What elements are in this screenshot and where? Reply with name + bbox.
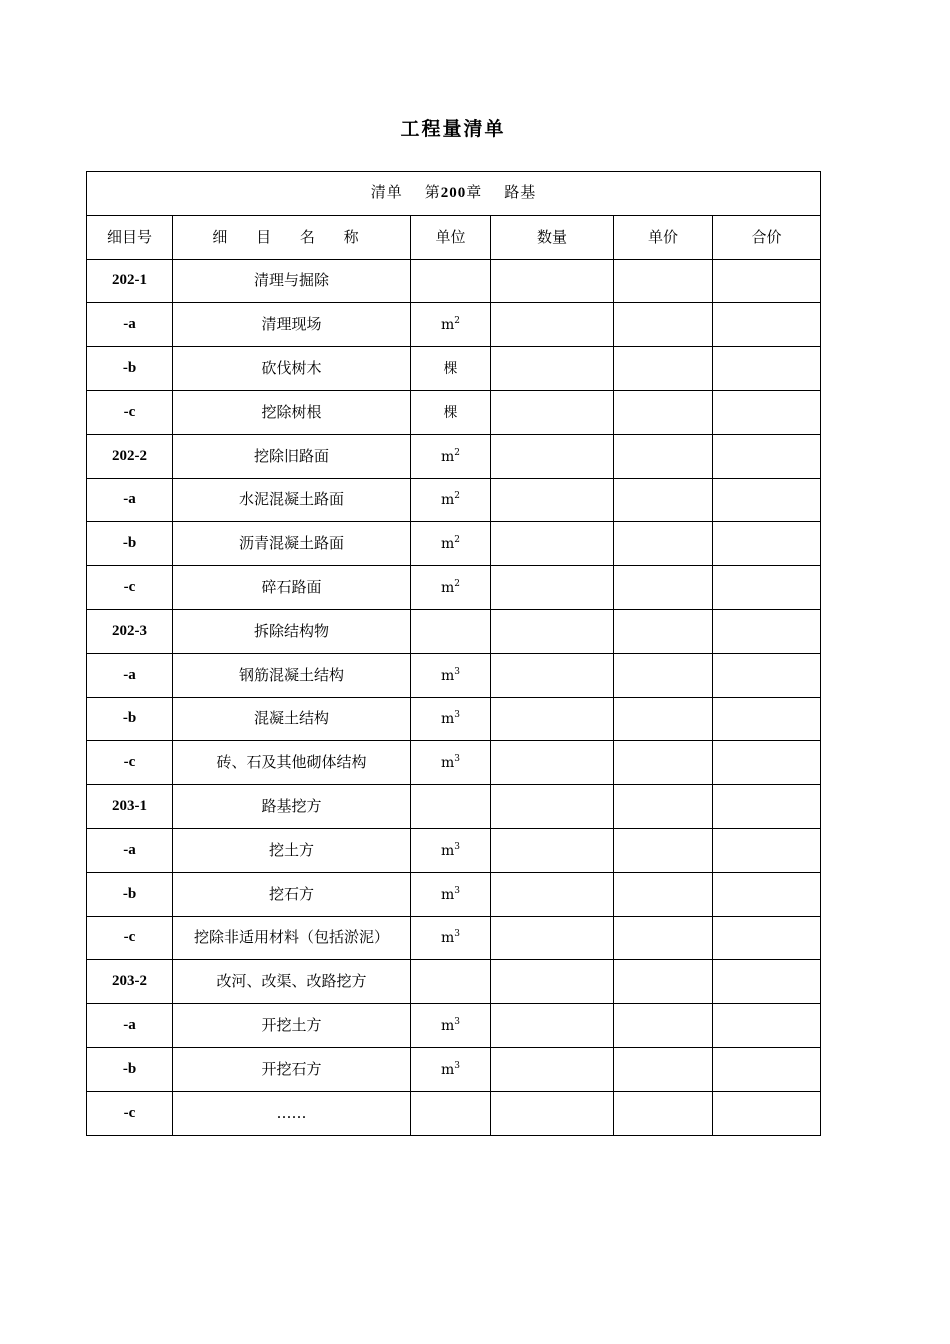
item-unit-price[interactable]: [614, 303, 713, 347]
item-unit: [411, 1091, 491, 1135]
item-name: 水泥混凝土路面: [173, 478, 411, 522]
item-unit: [411, 390, 491, 434]
item-quantity[interactable]: [491, 390, 614, 434]
item-unit-price[interactable]: [614, 741, 713, 785]
table-row: [87, 303, 821, 347]
unit-exponent: 3: [454, 1017, 460, 1028]
page-title: 工程量清单: [400, 118, 506, 140]
item-unit-price[interactable]: [614, 347, 713, 391]
unit-exponent: 3: [454, 929, 460, 940]
item-code: -c: [87, 741, 173, 785]
unit-base: m: [440, 317, 455, 334]
table-row: [87, 522, 821, 566]
table-row: [87, 697, 821, 741]
item-unit: [411, 347, 491, 391]
item-total[interactable]: [713, 347, 821, 391]
item-unit: [411, 259, 491, 303]
item-name: 沥青混凝土路面: [173, 522, 411, 566]
item-name: 拆除结构物: [173, 609, 411, 653]
table-row: [87, 347, 821, 391]
unit-exponent: 2: [454, 447, 460, 458]
item-unit-price[interactable]: [614, 960, 713, 1004]
item-unit-price[interactable]: [614, 1047, 713, 1091]
item-total[interactable]: [713, 697, 821, 741]
item-name: 挖除树根: [173, 390, 411, 434]
item-quantity[interactable]: [491, 741, 614, 785]
table-row: [87, 872, 821, 916]
header-total: 合价: [713, 215, 821, 259]
item-quantity[interactable]: [491, 259, 614, 303]
table-row: [87, 653, 821, 697]
item-total[interactable]: [713, 741, 821, 785]
unit-base: m: [440, 667, 455, 684]
unit-base: m: [440, 755, 455, 772]
item-total[interactable]: [713, 609, 821, 653]
item-name: 清理现场: [173, 303, 411, 347]
unit-base: m: [440, 448, 455, 465]
unit-base: 棵: [443, 361, 458, 378]
item-name: 挖石方: [173, 872, 411, 916]
item-code: -c: [87, 1091, 173, 1135]
item-unit-price[interactable]: [614, 872, 713, 916]
item-unit-price[interactable]: [614, 478, 713, 522]
item-code: -c: [87, 916, 173, 960]
item-quantity[interactable]: [491, 303, 614, 347]
unit-exponent: 3: [454, 841, 460, 852]
unit-base: m: [440, 930, 455, 947]
item-quantity[interactable]: [491, 960, 614, 1004]
item-unit-price[interactable]: [614, 828, 713, 872]
item-name: 清理与掘除: [173, 259, 411, 303]
item-total[interactable]: [713, 653, 821, 697]
item-total[interactable]: [713, 872, 821, 916]
item-unit: [411, 303, 491, 347]
item-quantity[interactable]: [491, 916, 614, 960]
item-quantity[interactable]: [491, 1091, 614, 1135]
item-code: -b: [87, 522, 173, 566]
header-unit-price: 单价: [614, 215, 713, 259]
item-quantity[interactable]: [491, 1047, 614, 1091]
item-total[interactable]: [713, 434, 821, 478]
item-code: -a: [87, 1004, 173, 1048]
item-code: -c: [87, 566, 173, 610]
item-code: -a: [87, 653, 173, 697]
item-total[interactable]: [713, 960, 821, 1004]
item-unit-price[interactable]: [614, 653, 713, 697]
unit-base: m: [440, 580, 455, 597]
item-total[interactable]: [713, 828, 821, 872]
item-unit: [411, 697, 491, 741]
item-code: -b: [87, 1047, 173, 1091]
bill-of-quantities-table: [86, 171, 821, 1136]
item-unit-price[interactable]: [614, 259, 713, 303]
header-row: [87, 215, 821, 259]
item-unit: [411, 785, 491, 829]
item-name: 碎石路面: [173, 566, 411, 610]
item-unit: [411, 1047, 491, 1091]
item-unit: [411, 478, 491, 522]
table-row: [87, 960, 821, 1004]
item-quantity[interactable]: [491, 434, 614, 478]
table-row: [87, 1047, 821, 1091]
unit-exponent: 3: [454, 1060, 460, 1071]
item-quantity[interactable]: [491, 1004, 614, 1048]
item-name: 挖除旧路面: [173, 434, 411, 478]
item-quantity[interactable]: [491, 566, 614, 610]
unit-exponent: 2: [454, 316, 460, 327]
unit-exponent: 3: [454, 885, 460, 896]
item-name: 混凝土结构: [173, 697, 411, 741]
unit-exponent: 3: [454, 710, 460, 721]
item-quantity[interactable]: [491, 697, 614, 741]
item-unit-price[interactable]: [614, 697, 713, 741]
unit-exponent: 3: [454, 666, 460, 677]
item-total[interactable]: [713, 916, 821, 960]
item-quantity[interactable]: [491, 522, 614, 566]
item-unit: [411, 434, 491, 478]
item-total[interactable]: [713, 566, 821, 610]
unit-base: 棵: [443, 404, 458, 421]
table-row: [87, 609, 821, 653]
chapter-suffix: 章: [466, 183, 483, 202]
item-total[interactable]: [713, 478, 821, 522]
item-name: 挖土方: [173, 828, 411, 872]
unit-exponent: 2: [454, 579, 460, 590]
chapter-prefix: 第: [424, 183, 441, 202]
item-code: -a: [87, 478, 173, 522]
header-name: 细 目 名 称: [173, 215, 411, 259]
item-unit-price[interactable]: [614, 522, 713, 566]
item-quantity[interactable]: [491, 478, 614, 522]
item-quantity[interactable]: [491, 653, 614, 697]
table-row: [87, 828, 821, 872]
item-unit: [411, 916, 491, 960]
item-unit: [411, 566, 491, 610]
item-code: -a: [87, 828, 173, 872]
item-total[interactable]: [713, 1091, 821, 1135]
section-row: [87, 172, 821, 216]
item-unit-price[interactable]: [614, 434, 713, 478]
item-unit: [411, 960, 491, 1004]
header-quantity: 数量: [491, 215, 614, 259]
item-name: 钢筋混凝土结构: [173, 653, 411, 697]
item-unit-price[interactable]: [614, 390, 713, 434]
item-unit-price[interactable]: [614, 785, 713, 829]
item-quantity[interactable]: [491, 872, 614, 916]
unit-base: m: [440, 886, 455, 903]
item-total[interactable]: [713, 522, 821, 566]
item-quantity[interactable]: [491, 609, 614, 653]
chapter-number: 200: [440, 185, 467, 202]
section-header: [87, 172, 821, 216]
item-unit: [411, 522, 491, 566]
item-name: 挖除非适用材料（包括淤泥）: [173, 916, 411, 960]
item-unit: [411, 872, 491, 916]
item-name: ……: [173, 1091, 411, 1135]
item-unit-price[interactable]: [614, 1004, 713, 1048]
header-unit: 单位: [411, 215, 491, 259]
table-row: [87, 434, 821, 478]
item-total[interactable]: [713, 1004, 821, 1048]
section-label: 清单: [370, 183, 403, 202]
item-quantity[interactable]: [491, 347, 614, 391]
table-row: [87, 1091, 821, 1135]
table-row: [87, 478, 821, 522]
table-row: [87, 390, 821, 434]
table-row: [87, 916, 821, 960]
table-row: [87, 566, 821, 610]
item-unit: [411, 609, 491, 653]
item-quantity[interactable]: [491, 785, 614, 829]
item-unit-price[interactable]: [614, 566, 713, 610]
item-code: 202-3: [87, 609, 173, 653]
item-code: 202-2: [87, 434, 173, 478]
item-unit: [411, 1004, 491, 1048]
item-total[interactable]: [713, 259, 821, 303]
item-code: -b: [87, 872, 173, 916]
item-total[interactable]: [713, 303, 821, 347]
item-name: 开挖土方: [173, 1004, 411, 1048]
item-code: -b: [87, 697, 173, 741]
item-code: -c: [87, 390, 173, 434]
item-name: 砍伐树木: [173, 347, 411, 391]
header-code: 细目号: [87, 215, 173, 259]
item-quantity[interactable]: [491, 828, 614, 872]
unit-base: m: [440, 842, 455, 859]
unit-base: m: [440, 536, 455, 553]
item-total[interactable]: [713, 785, 821, 829]
item-name: 路基挖方: [173, 785, 411, 829]
item-unit-price[interactable]: [614, 916, 713, 960]
unit-base: m: [440, 1061, 455, 1078]
item-code: 203-1: [87, 785, 173, 829]
table-row: [87, 741, 821, 785]
item-total[interactable]: [713, 390, 821, 434]
unit-base: m: [440, 1018, 455, 1035]
item-code: 203-2: [87, 960, 173, 1004]
table-row: [87, 259, 821, 303]
unit-exponent: 3: [454, 754, 460, 765]
unit-exponent: 2: [454, 535, 460, 546]
item-unit-price[interactable]: [614, 609, 713, 653]
unit-exponent: 2: [454, 491, 460, 502]
table-row: [87, 785, 821, 829]
table-row: [87, 1004, 821, 1048]
item-unit: [411, 741, 491, 785]
item-unit-price[interactable]: [614, 1091, 713, 1135]
item-code: 202-1: [87, 259, 173, 303]
section-name: 路基: [504, 183, 537, 202]
item-unit: [411, 828, 491, 872]
item-name: 砖、石及其他砌体结构: [173, 741, 411, 785]
unit-base: m: [440, 711, 455, 728]
item-unit: [411, 653, 491, 697]
item-total[interactable]: [713, 1047, 821, 1091]
item-name: 开挖石方: [173, 1047, 411, 1091]
item-name: 改河、改渠、改路挖方: [173, 960, 411, 1004]
item-code: -b: [87, 347, 173, 391]
unit-base: m: [440, 492, 455, 509]
item-code: -a: [87, 303, 173, 347]
